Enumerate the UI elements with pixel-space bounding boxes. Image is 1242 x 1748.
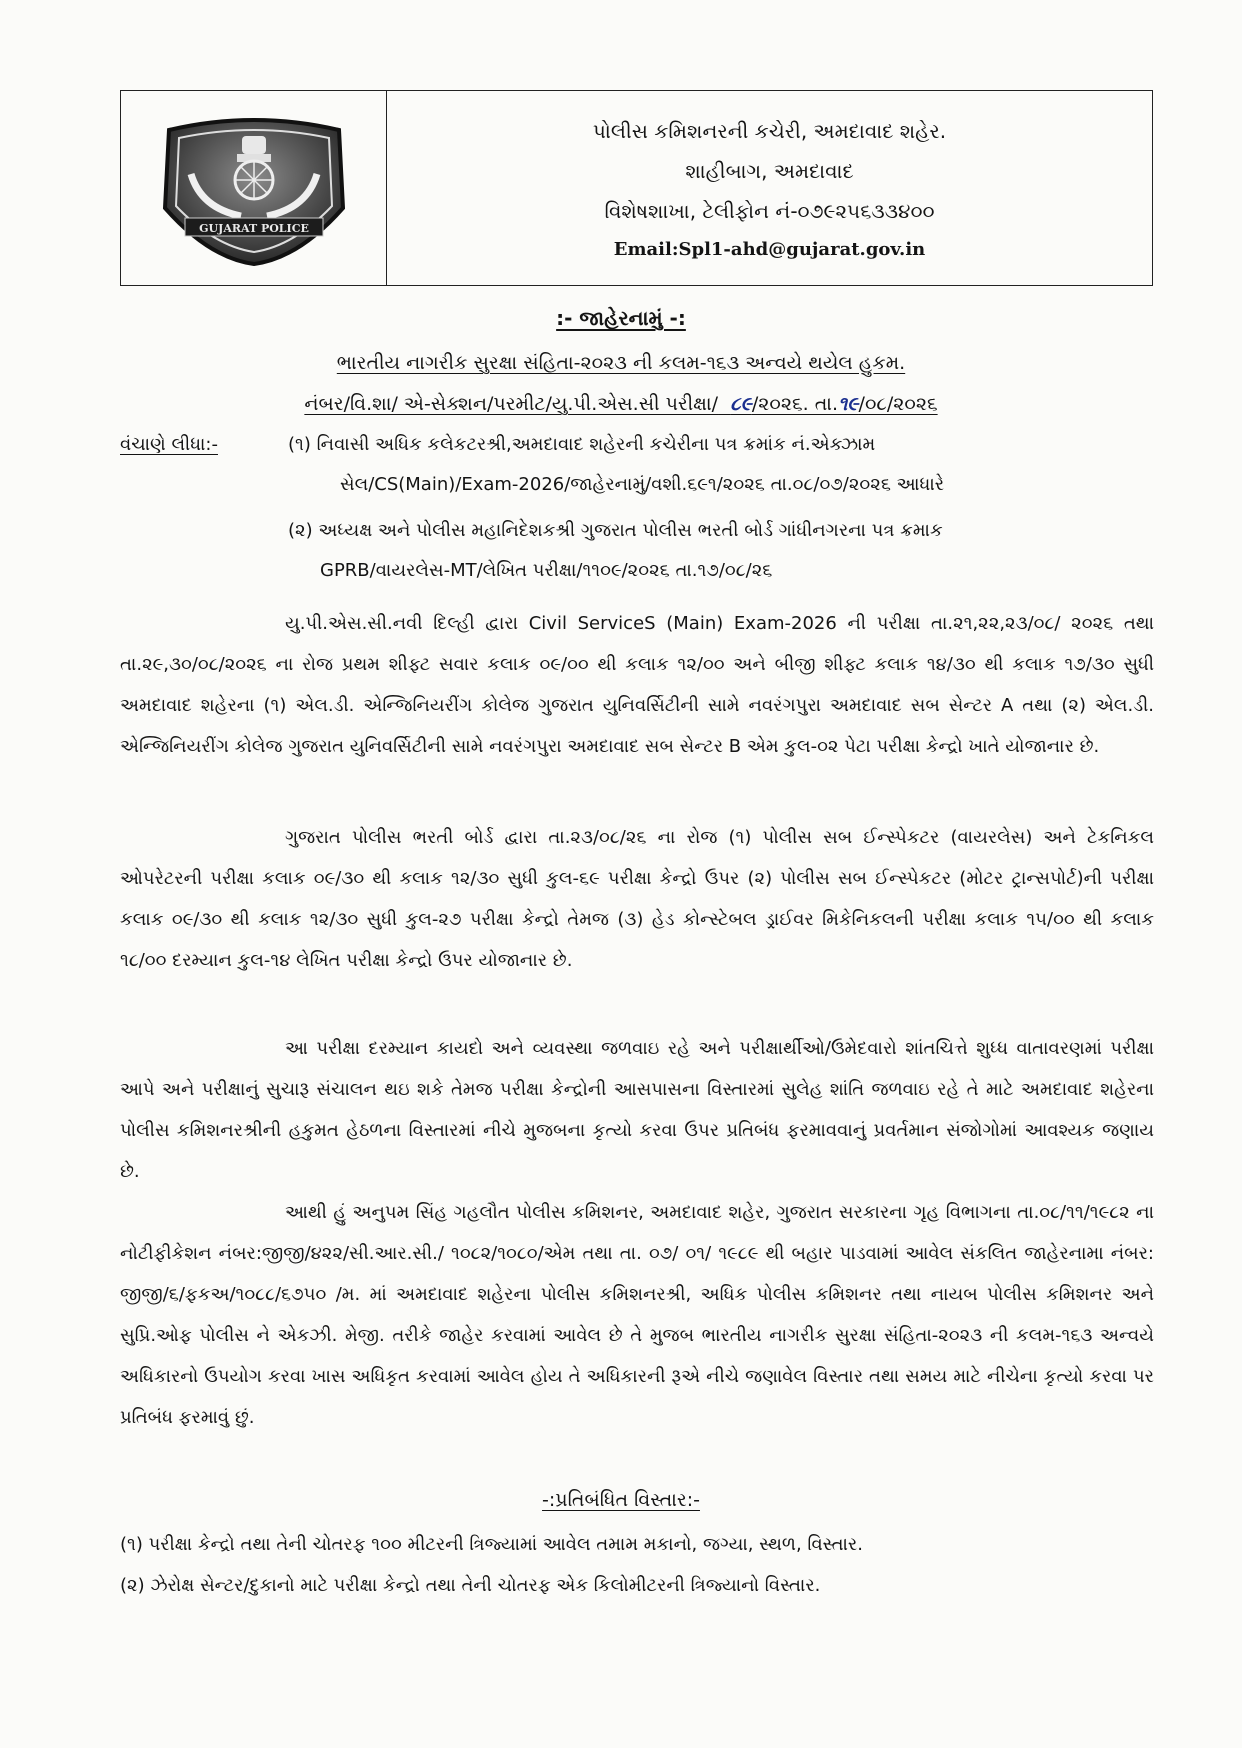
handwritten-number: ૮૯ [730,393,752,415]
logo-cell [121,91,387,285]
reference-2-line-1: (૨) અધ્યક્ષ અને પોલીસ મહાનિદેશકશ્રી ગુજરાત પોલીસ ભરતી બોર્ડ ગાંધીનગરના પત્ર ક્રમાક [288,520,943,541]
letterhead-box [120,90,1153,286]
office-details [387,91,1152,285]
logo-text: GUJARAT POLICE [198,222,309,235]
office-phone: વિશેષશાખા, ટેલીફોન નં-૦૭૯૨૫૬૩૩૪૦૦ [604,199,935,223]
restricted-area-title: -:પ્રતિબંધિત વિસ્તાર:- [542,1489,700,1511]
reference-1-line-2: સેલ/CS(Main)/Exam-2026/જાહેરનામું/વશી.૬૯૧/૨૦૨૬ તા.૦૮/૦૭/૨૦૨૬ આધારે [340,474,945,495]
notice-number-suffix: /૦૮/૨૦૨૬ [858,393,938,415]
office-email: Email:Spl1-ahd@gujarat.gov.in [613,239,926,260]
office-address: શાહીબાગ, અમદાવાદ [685,159,854,183]
references-heading: વંચાણે લીધા:- [120,434,218,455]
notice-number-mid: /૨૦૨૬. તા. [751,393,838,415]
reference-1-line-1: (૧) નિવાસી અધિક કલેકટરશ્રી,અમદાવાદ શહેરની કચેરીના પત્ર ક્રમાંક નં.એક્ઝામ [288,434,876,455]
paragraph-law-and-order: આ પરીક્ષા દરમ્યાન કાયદો અને વ્યવસ્થા જળવાઇ રહે અને પરીક્ષાર્થીઓ/ઉમેદવારો શાંતચિત્તે શુધ્ધ વાતાવરણમાં પરીક્ષા આપે અને પરીક્ષાનું સુચારૂ સંચાલન થઇ શકે તેમજ પરીક્ષા કેન્દ્રોની આસપાસના વિસ્તારમાં સુલેહ શાંતિ જળવાઇ રહે તે માટે અમદાવાદ શહેરના પોલીસ કમિશનરશ્રીની હકુમત હેઠળના વિસ્તારમાં નીચે મુજબના કૃત્યો કરવા ઉપર પ્રતિબંધ ફરમાવવાનું પ્રવર્તમાન સંજોગોમાં આવશ્યક જણાય છે. [120,1038,1154,1182]
notice-number-prefix: નંબર/વિ.શા/ એ-સેક્શન/પરમીટ/યુ.પી.એસ.સી પરીક્ષા/ [304,393,719,415]
notice-title: :- જાહેરનામું -: [556,306,686,330]
restricted-area-item-2: (૨) ઝેરોક્ષ સેન્ટર/દુકાનો માટે પરીક્ષા કેન્દ્રો તથા તેની ચોતરફ એક કિલોમીટરની ત્રિજ્યાનો વિસ્તાર. [120,1575,821,1596]
handwritten-date: ૧૯ [837,393,859,415]
paragraph-upsc-exam: યુ.પી.એસ.સી.નવી દિલ્હી દ્વારા Civil ServiceS (Main) Exam-2026 ની પરીક્ષા તા.૨૧,૨૨,૨૩/૦૮/ ૨૦૨૬ તથા તા.૨૯,૩૦/૦૮/૨૦૨૬ ના રોજ પ્રથમ શીફ્ટ સવાર કલાક ૦૯/૦૦ થી કલાક ૧૨/૦૦ અને બીજી શીફ્ટ કલાક ૧૪/૩૦ થી કલાક ૧૭/૩૦ સુધી અમદાવાદ શહેરના (૧) એલ.ડી. એન્જિનિયરીંગ કોલેજ ગુજરાત યુનિવર્સિટીની સામે નવરંગપુરા અમદાવાદ સબ સેન્ટર A તથા (૨) એલ.ડી. એન્જિનિયરીંગ કોલેજ ગુજરાત યુનિવર્સિટીની સામે નવરંગપુરા અમદાવાદ સબ સેન્ટર B એમ કુલ-૦૨ પેટા પરીક્ષા કેન્દ્રો ખાતે યોજાનાર છે. [120,613,1154,757]
office-name: પોલીસ કમિશનરની કચેરી, અમદાવાદ શહેર. [592,119,947,143]
restricted-area-item-1: (૧) પરીક્ષા કેન્દ્રો તથા તેની ચોતરફ ૧૦૦ મીટરની ત્રિજ્યામાં આવેલ તમામ મકાનો, જગ્યા, સ્થળ, વિસ્તાર. [120,1534,863,1555]
gujarat-police-emblem [149,108,359,268]
paragraph-gprb-exam: ગુજરાત પોલીસ ભરતી બોર્ડ દ્વારા તા.૨૩/૦૮/૨૬ ના રોજ (૧) પોલીસ સબ ઈન્સ્પેકટર (વાયરલેસ) અને ટેકનિકલ ઓપરેટરની પરીક્ષા કલાક ૦૯/૩૦ થી કલાક ૧૨/૩૦ સુધી કુલ-૬૯ પરીક્ષા કેન્દ્રો ઉપર (૨) પોલીસ સબ ઈન્સ્પેકટર (મોટર ટ્રાન્સપોર્ટ)ની પરીક્ષા કલાક ૦૯/૩૦ થી કલાક ૧૨/૩૦ સુધી કુલ-૨૭ પરીક્ષા કેન્દ્રો તેમજ (૩) હેડ કોન્સ્ટેબલ ડ્રાઈવર મિકેનિકલની પરીક્ષા કલાક ૧૫/૦૦ થી કલાક ૧૮/૦૦ દરમ્યાન કુલ-૧૪ લેખિત પરીક્ષા કેન્દ્રો ઉપર યોજાનાર છે. [120,827,1154,971]
notice-number [0,393,1242,415]
paragraph-order-authority: આથી હું અનુપમ સિંહ ગહલૌત પોલીસ કમિશનર, અમદાવાદ શહેર, ગુજરાત સરકારના ગૃહ વિભાગના તા.૦૮/૧૧/૧૯૮૨ ના નોટીફીકેશન નંબર:જીજી/૪૨૨/સી.આર.સી./ ૧૦૮૨/૧૦૮૦/એમ તથા તા. ૦૭/ ૦૧/ ૧૯૮૯ થી બહાર પાડવામાં આવેલ સંકલિત જાહેરનામા નંબર: જીજી/૬/ફકઅ/૧૦૮૮/૬૭૫૦ /મ. માં અમદાવાદ શહેરના પોલીસ કમિશનરશ્રી, અધિક પોલીસ કમિશનર તથા નાયબ પોલીસ કમિશનર અને સુપ્રિ.ઓફ પોલીસ ને એકઝી. મેજી. તરીકે જાહેર કરવામાં આવેલ છે તે મુજબ ભારતીય નાગરીક સુરક્ષા સંહિતા-૨૦૨૩ ની કલમ-૧૬૩ અન્વયે અધિકારનો ઉપયોગ કરવા ખાસ અધિકૃત કરવામાં આવેલ હોય તે અધિકારની રૂએ નીચે જણાવેલ વિસ્તાર તથા સમય માટે નીચેના કૃત્યો કરવા પર પ્રતિબંધ ફરમાવું છું. [120,1202,1154,1428]
reference-2-line-2: GPRB/વાયરલેસ-MT/લેખિત પરીક્ષા/૧૧૦૯/૨૦૨૬ તા.૧૭/૦૮/૨૬ [320,560,773,581]
notice-subtitle: ભારતીય નાગરીક સુરક્ષા સંહિતા-૨૦૨૩ ની કલમ-૧૬૩ અન્વયે થયેલ હુકમ. [336,352,906,374]
